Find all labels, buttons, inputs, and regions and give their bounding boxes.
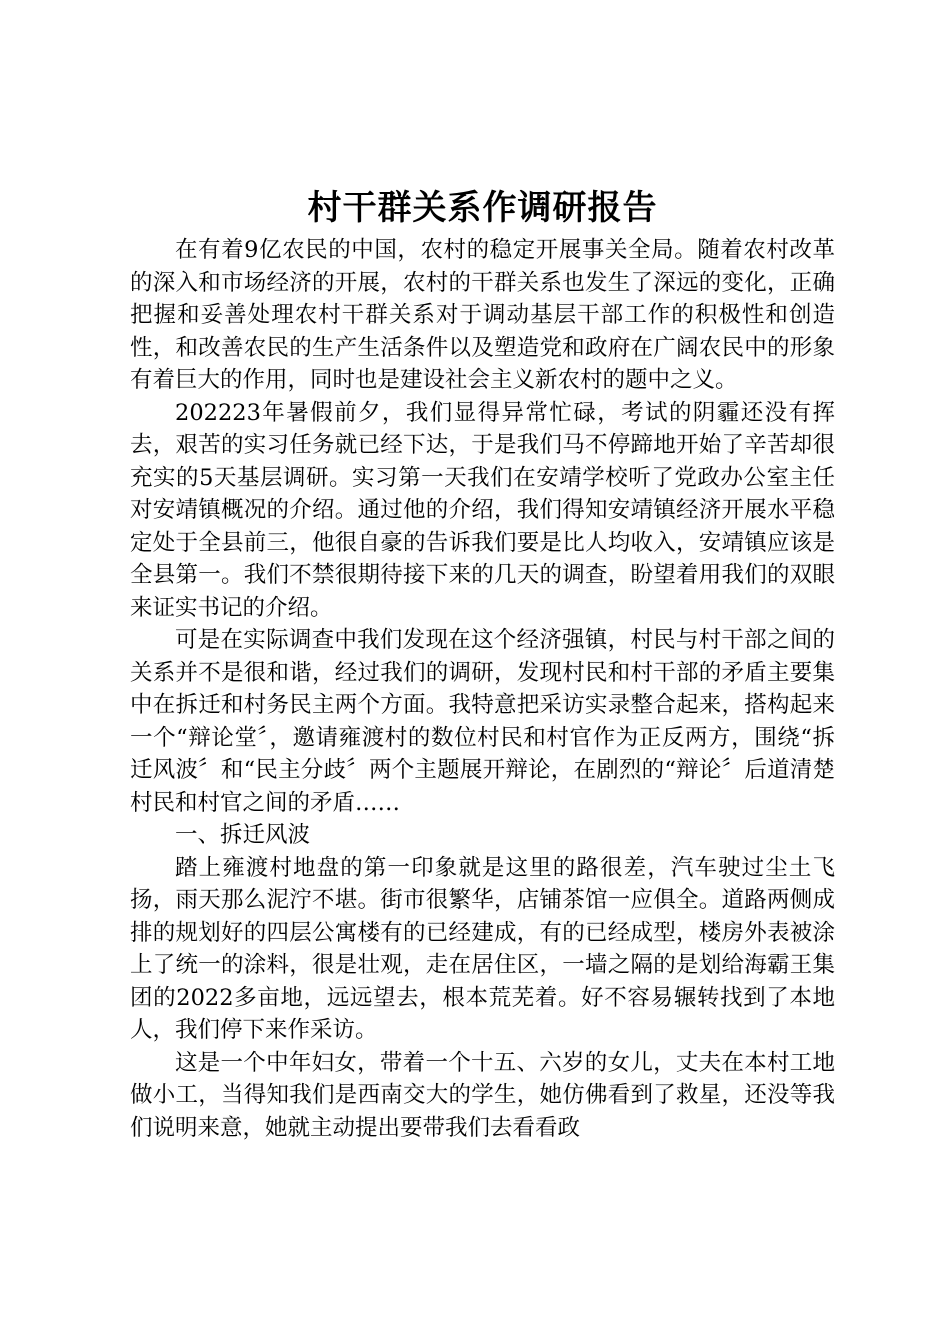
section-heading: 一、拆迁风波 — [175, 822, 311, 848]
paragraph-debate: 可是在实际调查中我们发现在这个经济强镇，村民与村干部之间的关系并不是很和谐，经过我们的调研，发现村民和村干部的矛盾主要集中在拆迁和村务民主两个方面。我特意把采访实录整合起来，搭构起来一个“辩论堂〞，邀请雍渡村的数位村民和村官作为正反两方，围绕“拆迁风波〞和“民主分歧〞两个主题展开辩论，在剧烈的“辩论〞后道清楚村民和村官之间的矛盾…… — [130, 627, 835, 816]
paragraph-interview: 这是一个中年妇女，带着一个十五、六岁的女儿，丈夫在本村工地做小工，当得知我们是西南交大的学生，她仿佛看到了救星，还没等我们说明来意，她就主动提出要带我们去看看政 — [130, 1049, 835, 1141]
paragraph-summer-survey: 202223年暑假前夕，我们显得异常忙碌，考试的阴霾还没有挥去，艰苦的实习任务就已经下达，于是我们马不停蹄地开始了辛苦却很充实的5天基层调研。实习第一天我们在安靖学校听了党政办公室主任对安靖镇概况的介绍。通过他的介绍，我们得知安靖镇经济开展水平稳定处于全县前三，他很自豪的告诉我们要是比人均收入，安靖镇应该是全县第一。我们不禁很期待接下来的几天的调查，盼望着用我们的双眼来证实书记的介绍。 — [130, 399, 835, 621]
document-page — [130, 182, 835, 1144]
document-title: 村干群关系作调研报告 — [307, 188, 658, 228]
paragraph-intro: 在有着9亿农民的中国，农村的稳定开展事关全局。随着农村改革的深入和市场经济的开展，农村的干群关系也发生了深远的变化，正确把握和妥善处理农村干群关系对于调动基层干部工作的积极性和创造性，和改善农民的生产生活条件以及塑造党和政府在广阔农民中的形象有着巨大的作用，同时也是建设社会主义新农村的题中之义。 — [130, 237, 835, 393]
paragraph-village-impression: 踏上雍渡村地盘的第一印象就是这里的路很差，汽车驶过尘土飞扬，雨天那么泥泞不堪。街市很繁华，店铺茶馆一应俱全。道路两侧成排的规划好的四层公寓楼有的已经建成，有的已经成型，楼房外表被涂上了统一的涂料，很是壮观，走在居住区，一墙之隔的是划给海霸王集团的2022多亩地，远远望去，根本荒芜着。好不容易辗转找到了本地人，我们停下来作采访。 — [130, 854, 835, 1043]
